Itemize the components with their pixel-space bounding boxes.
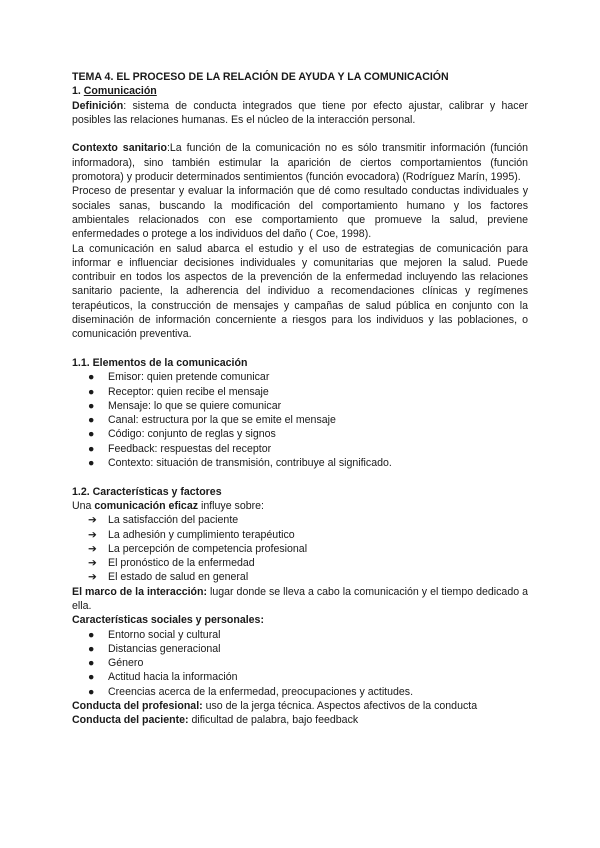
list-item: ● Distancias generacional bbox=[88, 642, 221, 655]
bullet-icon: ● bbox=[88, 428, 95, 441]
bullet-icon: ● bbox=[88, 685, 95, 698]
list-item: ➔ La percepción de competencia profesional bbox=[88, 542, 308, 555]
list-item: ● Receptor: quien recibe el mensaje bbox=[88, 385, 269, 398]
professional-conduct-label: Conducta del profesional: bbox=[72, 700, 203, 713]
arrow-icon: ➔ bbox=[88, 514, 97, 527]
list-item: ● Emisor: quien pretende comunicar bbox=[88, 371, 270, 384]
list-item: ● Mensaje: lo que se quiere comunicar bbox=[88, 399, 282, 412]
bullet-icon: ● bbox=[88, 399, 95, 412]
list-item: ● Feedback: respuestas del receptor bbox=[88, 442, 272, 455]
arrow-icon: ➔ bbox=[88, 528, 97, 541]
definition-paragraph bbox=[72, 99, 528, 128]
list-item: ● Género bbox=[88, 657, 144, 670]
arrow-icon: ➔ bbox=[88, 557, 97, 570]
context-label: Contexto sanitario bbox=[72, 142, 167, 155]
social-list bbox=[72, 628, 528, 699]
section-1-number: 1. bbox=[72, 85, 84, 98]
list-item: ➔ El estado de salud en general bbox=[88, 571, 249, 584]
document-title: TEMA 4. EL PROCESO DE LA RELACIÓN DE AYUDA Y LA COMUNICACIÓN bbox=[72, 71, 449, 83]
health-communication-paragraph: La comunicación en salud abarca el estudio y el uso de estrategias de comunicación para informar e influenciar decisiones individuales y comunitarias que mejoren la salud. Puede contribuir en todos los aspectos de la prevención de la enfermedad incluyendo las relaciones sanitario paciente, la adherencia del individuo a recomendaciones clínicas y regímenes terapéuticos, la construcción de mensajes y campañas de salud pública en conjunto con la diseminación de información concerniente a riesgos para los individuos y las poblaciones, o comunicación preventiva. bbox=[72, 242, 528, 341]
list-item: ● Canal: estructura por la que se emite el mensaje bbox=[88, 414, 336, 427]
bullet-icon: ● bbox=[88, 657, 95, 670]
bullet-icon: ● bbox=[88, 642, 95, 655]
context-text: :La función de la comunicación no es sólo transmitir información (función informadora), sino también estimular la aparición de ciertos comportamientos (función promotora) y producir determinados sentimientos (función evocadora) (Rodríguez Marín, 1995). bbox=[72, 142, 528, 184]
effective-communication-label: comunicación eficaz bbox=[94, 499, 199, 512]
context-paragraph bbox=[72, 141, 528, 184]
effects-list bbox=[72, 513, 528, 584]
list-item: ➔ La adhesión y cumplimiento terapéutico bbox=[88, 528, 295, 541]
bullet-icon: ● bbox=[88, 414, 95, 427]
interaction-frame-paragraph: El marco de la interacción: lugar donde se lleva a cabo la comunicación y el tiempo dedicado a ella. bbox=[72, 585, 528, 612]
bullet-icon: ● bbox=[88, 442, 95, 455]
arrow-icon: ➔ bbox=[88, 542, 97, 555]
list-item: ➔ El pronóstico de la enfermedad bbox=[88, 557, 255, 570]
list-item: ● Creencias acerca de la enfermedad, preocupaciones y actitudes. bbox=[88, 685, 414, 698]
effective-communication-line: Una comunicación eficaz influye sobre: bbox=[72, 499, 264, 512]
definition-text: : sistema de conducta integrados que tiene por efecto ajustar, calibrar y hacer posibles las relaciones humanas. Es el núcleo de la interacción personal. bbox=[72, 99, 528, 126]
arrow-icon: ➔ bbox=[88, 571, 97, 584]
section-1-title: Comunicación bbox=[83, 85, 157, 98]
list-item: ➔ La satisfacción del paciente bbox=[88, 514, 239, 527]
bullet-icon: ● bbox=[88, 628, 95, 641]
section-1-heading bbox=[72, 84, 528, 98]
bullet-icon: ● bbox=[88, 671, 95, 684]
list-item: ● Contexto: situación de transmisión, contribuye al significado. bbox=[88, 457, 392, 470]
elements-list bbox=[72, 370, 528, 470]
bullet-icon: ● bbox=[88, 457, 95, 470]
section-1-1-heading: 1.1. Elementos de la comunicación bbox=[72, 356, 248, 369]
patient-conduct-line: Conducta del paciente: dificultad de palabra, bajo feedback bbox=[72, 714, 359, 727]
bullet-icon: ● bbox=[88, 385, 95, 398]
section-1-2-heading: 1.2. Características y factores bbox=[72, 485, 222, 498]
professional-conduct-line: Conducta del profesional: uso de la jerga técnica. Aspectos afectivos de la conducta bbox=[72, 700, 478, 713]
list-item: ● Código: conjunto de reglas y signos bbox=[88, 428, 276, 441]
interaction-frame-label: El marco de la interacción: bbox=[72, 585, 208, 598]
patient-conduct-label: Conducta del paciente: bbox=[72, 714, 189, 727]
bullet-icon: ● bbox=[88, 371, 95, 384]
document-page bbox=[72, 70, 528, 728]
social-characteristics-heading: Características sociales y personales: bbox=[72, 614, 264, 627]
definition-label: Definición bbox=[72, 99, 124, 112]
list-item: ● Actitud hacia la información bbox=[88, 671, 238, 684]
process-paragraph: Proceso de presentar y evaluar la información que dé como resultado conductas individuales y sociales sanas, buscando la modificación del comportamiento humano y los factores ambientales relacionados con ese comportamiento que promueve la salud, previene enfermedades o protege a los individuos del daño ( Coe, 1998). bbox=[72, 185, 528, 241]
list-item: ● Entorno social y cultural bbox=[88, 628, 221, 641]
